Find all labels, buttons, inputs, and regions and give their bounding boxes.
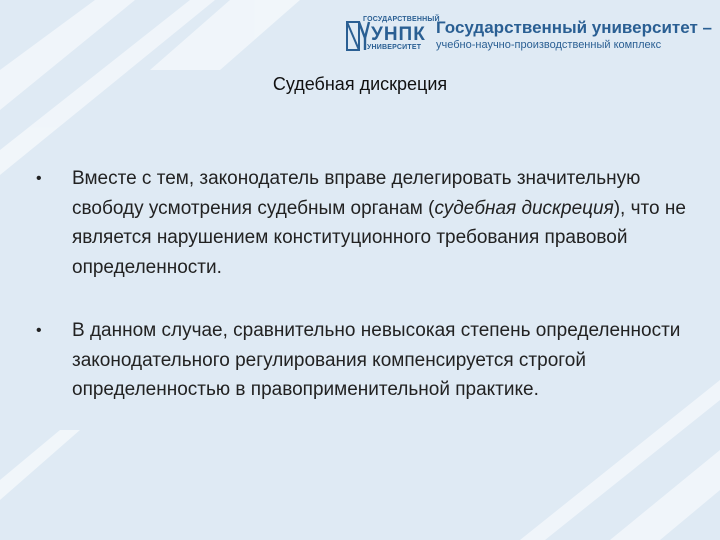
slide-title: Судебная дискреция	[272, 74, 448, 94]
bullet-item-2	[36, 316, 686, 405]
university-logo	[345, 16, 712, 56]
university-subtitle: учебно-научно-производственный комплекс	[436, 39, 662, 51]
bullet-dot: •	[36, 322, 42, 339]
emblem-bottom-text: УНИВЕРСИТЕТ	[367, 44, 422, 51]
bullet-1-italic-term: судебная дискреция	[434, 197, 614, 219]
emblem-abbreviation: УНПК	[371, 24, 426, 45]
bullet-list	[36, 164, 686, 405]
emblem-top-text: ГОСУДАРСТВЕННЫЙ	[363, 16, 440, 23]
bullet-item-1	[36, 164, 686, 282]
bullet-dot: •	[36, 170, 42, 187]
bullet-1-text-start: Вместе с тем, законодатель вправе делегировать значительную свободу усмотрения судебным органам (	[72, 168, 641, 219]
bullet-2-text: В данном случае, сравнительно невысокая степень определенности законодательного регулирования компенсируется строгой определенностью в правоприменительной практике.	[72, 320, 681, 400]
university-name: Государственный университет –	[436, 18, 712, 37]
bullet-1-text-end: ), что не является нарушением конституционного требования правовой определенности.	[72, 197, 686, 278]
